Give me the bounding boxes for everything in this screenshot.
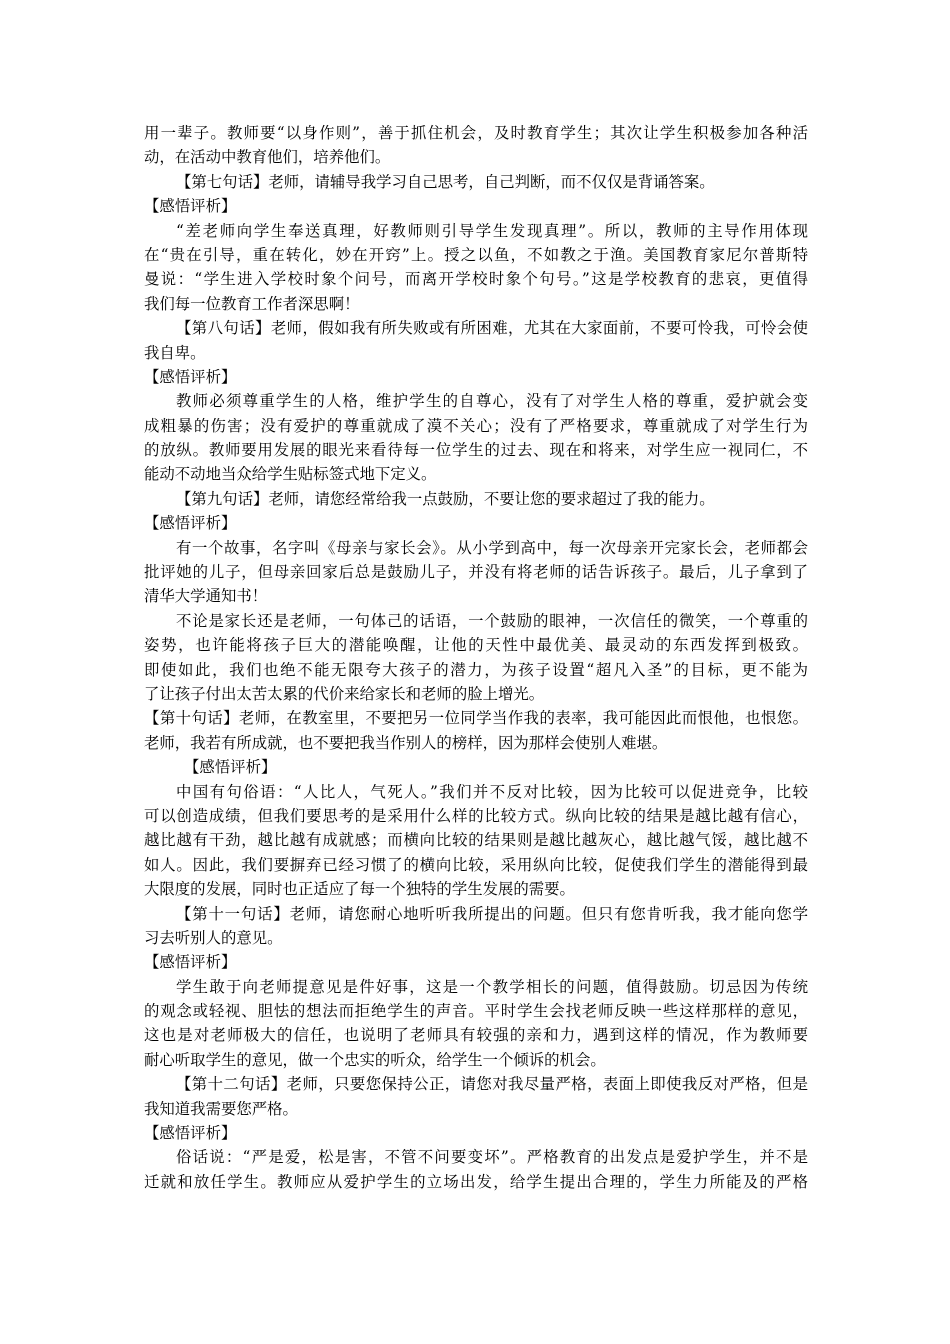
text-line: 在“贵在引导，重在转化，妙在开窍”上。授之以鱼，不如教之于渔。美国教育家尼尔普斯特	[144, 245, 808, 264]
text-line: 用一辈子。教师要“以身作则”，善于抓住机会，及时教育学生；其次让学生积极参加各种活	[144, 124, 808, 142]
text-line: 【感悟评析】	[144, 1124, 237, 1143]
text-line: 我们每一位教育工作者深思啊！	[144, 294, 360, 313]
text-line: 【第十一句话】老师，请您耐心地听听我所提出的问题。但只有您肯听我，我才能向您学	[176, 904, 808, 923]
text-line: 【第十句话】老师，在教室里，不要把另一位同学当作我的表率，我可能因此而恨他，也恨您。	[144, 709, 808, 728]
text-line: 【第八句话】老师，假如我有所失败或有所困难，尤其在大家面前，不要可怜我，可怜会使	[176, 319, 808, 338]
text-line: 动，在活动中教育他们，培养他们。	[144, 148, 391, 167]
text-line: 教师必须尊重学生的人格，维护学生的自尊心，没有了对学生人格的尊重，爱护就会变	[176, 392, 808, 411]
text-line: “差老师向学生奉送真理，好教师则引导学生发现真理”。所以，教师的主导作用体现	[176, 221, 808, 240]
text-line: 即使如此，我们也绝不能无限夸大孩子的潜力，为孩子设置“超凡入圣”的目标，更不能为	[144, 660, 808, 679]
text-line: 的观念或轻视、胆怯的想法而拒绝学生的声音。平时学生会找老师反映一些这样那样的意见，	[144, 1002, 808, 1021]
text-line: 越比越有干劲，越比越有成就感；而横向比较的结果则是越比越灰心，越比越气馁，越比越不	[144, 831, 808, 850]
text-line: 这也是对老师极大的信任，也说明了老师具有较强的亲和力，遇到这样的情况，作为教师要	[144, 1026, 808, 1045]
text-line: 俗话说：“严是爱，松是害，不管不问要变坏”。严格教育的出发点是爱护学生，并不是	[176, 1148, 808, 1167]
text-line: 【感悟评析】	[144, 953, 237, 972]
text-line: 【第十二句话】老师，只要您保持公正，请您对我尽量严格，表面上即使我反对严格，但是	[176, 1075, 808, 1094]
text-line: 老师，我若有所成就，也不要把我当作别人的榜样，因为那样会使别人难堪。	[144, 733, 668, 752]
text-line: 中国有句俗语：“人比人，气死人。”我们并不反对比较，因为比较可以促进竞争，比较	[176, 782, 808, 801]
text-line: 【感悟评析】	[184, 758, 277, 777]
text-line: 【感悟评析】	[144, 197, 237, 216]
text-line: 迁就和放任学生。教师应从爱护学生的立场出发，给学生提出合理的，学生力所能及的严格	[144, 1172, 808, 1191]
text-line: 【第七句话】老师，请辅导我学习自己思考，自己判断，而不仅仅是背诵答案。	[176, 172, 715, 191]
text-line: 的放纵。教师要用发展的眼光来看待每一位学生的过去、现在和将来，对学生应一视同仁，不	[144, 441, 808, 460]
text-line: 我知道我需要您严格。	[144, 1099, 298, 1118]
text-line: 如人。因此，我们要摒弃已经习惯了的横向比较，采用纵向比较，促使我们学生的潜能得到最	[144, 855, 808, 874]
text-line: 【感悟评析】	[144, 367, 237, 386]
text-line: 曼说：“学生进入学校时象个问号，而离开学校时象个句号。”这是学校教育的悲哀，更值得	[144, 270, 808, 289]
text-line: 耐心听取学生的意见，做一个忠实的听众，给学生一个倾诉的机会。	[144, 1050, 606, 1069]
text-line: 大限度的发展，同时也正适应了每一个独特的学生发展的需要。	[144, 880, 575, 899]
text-line: 有一个故事，名字叫《母亲与家长会》。从小学到高中，每一次母亲开完家长会，老师都会	[176, 538, 808, 557]
text-line: 我自卑。	[144, 343, 206, 362]
text-line: 批评她的儿子，但母亲回家后总是鼓励儿子，并没有将老师的话告诉孩子。最后，儿子拿到了	[144, 563, 808, 582]
text-line: 成粗暴的伤害；没有爱护的尊重就成了漠不关心；没有了严格要求，尊重就成了对学生行为	[144, 416, 808, 435]
text-line: 了让孩子付出太苦太累的代价来给家长和老师的脸上增光。	[144, 684, 545, 703]
document-page	[144, 121, 808, 1194]
text-line: 姿势，也许能将孩子巨大的潜能唤醒，让他的天性中最优美、最灵动的东西发挥到极致。	[144, 636, 808, 655]
text-line: 可以创造成绩，但我们要思考的是采用什么样的比较方式。纵向比较的结果是越比越有信心，	[144, 806, 808, 825]
text-line: 能动不动地当众给学生贴标签式地下定义。	[144, 465, 437, 484]
text-line: 【感悟评析】	[144, 514, 237, 533]
text-line: 学生敢于向老师提意见是件好事，这是一个教学相长的问题，值得鼓励。切忌因为传统	[176, 977, 808, 996]
text-line: 清华大学通知书！	[144, 587, 268, 606]
text-line: 【第九句话】老师，请您经常给我一点鼓励，不要让您的要求超过了我的能力。	[176, 489, 715, 508]
text-line: 不论是家长还是老师，一句体己的话语，一个鼓励的眼神，一次信任的微笑，一个尊重的	[176, 611, 808, 630]
text-line: 习去听别人的意见。	[144, 928, 283, 947]
